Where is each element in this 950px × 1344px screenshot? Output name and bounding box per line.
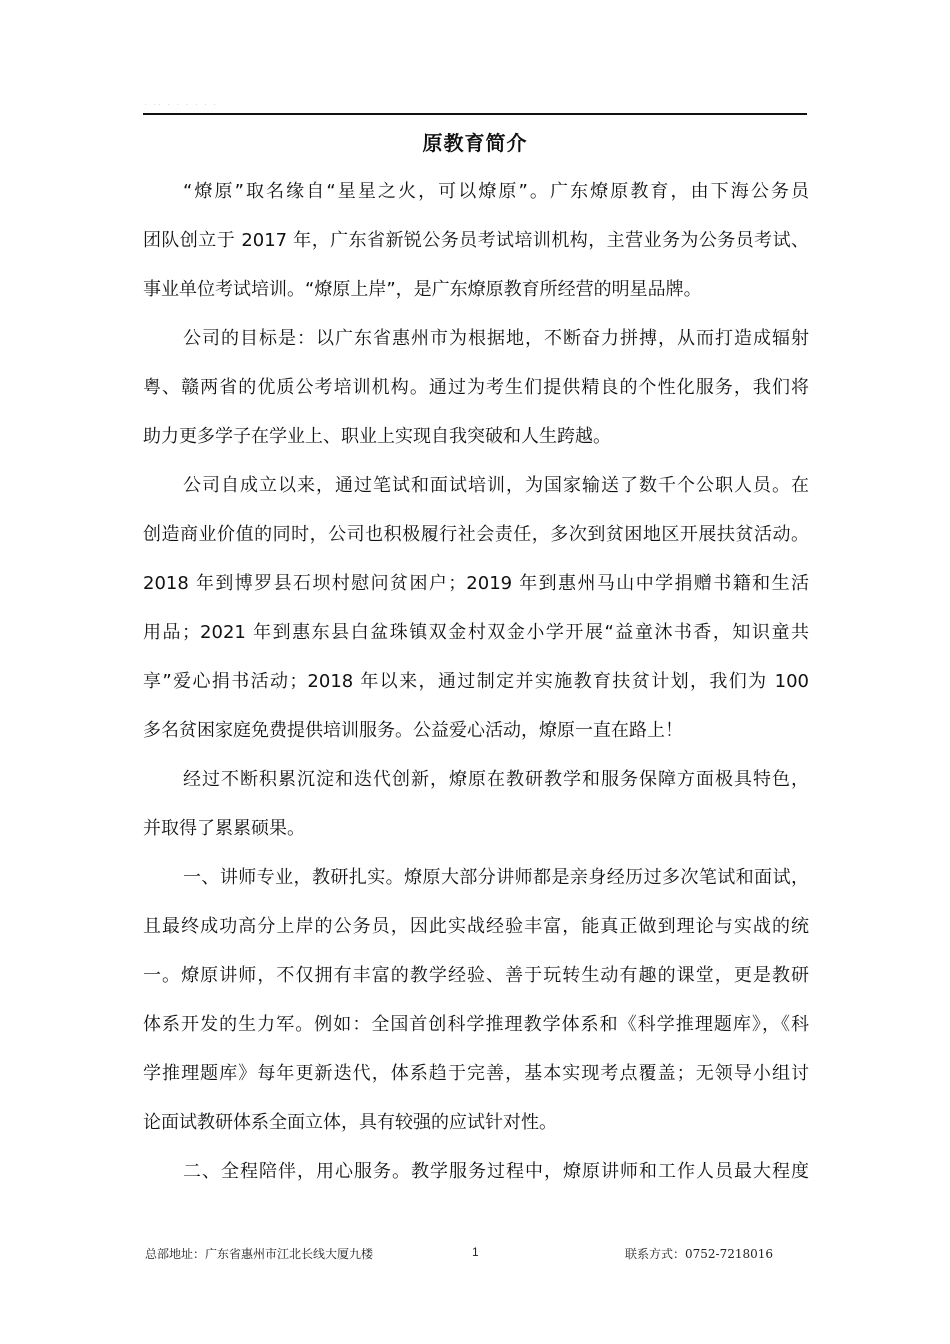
- paragraph-line: 助力更多学子在学业上、职业上实现自我突破和人生跨越。: [143, 426, 611, 447]
- paragraph-line: 2018 年到博罗县石坝村慰问贫困户；2019 年到惠州马山中学捐赠书籍和生活: [143, 573, 809, 594]
- paragraph-line: 团队创立于 2017 年，广东省新锐公务员考试培训机构，主营业务为公务员考试、: [143, 230, 809, 251]
- paragraph-line: 创造商业价值的同时，公司也积极履行社会责任，多次到贫困地区开展扶贫活动。: [143, 524, 809, 545]
- page-header: [143, 98, 807, 114]
- footer-contact: 联系方式：0752-7218016: [625, 1247, 774, 1261]
- page-number: 1: [472, 1245, 479, 1259]
- paragraph-line: 事业单位考试培训。“燎原上岸”，是广东燎原教育所经营的明星品牌。: [143, 279, 702, 300]
- document-body: [143, 178, 809, 1207]
- header-divider: [143, 113, 807, 115]
- paragraph-line: 并取得了累累硕果。: [143, 818, 305, 839]
- paragraph-line: 经过不断积累沉淀和迭代创新，燎原在教研教学和服务保障方面极具特色，: [183, 769, 809, 790]
- paragraph-line: 论面试教研体系全面立体，具有较强的应试针对性。: [143, 1112, 557, 1133]
- document-title: 原教育简介: [422, 131, 528, 155]
- footer-address: 总部地址：广东省惠州市江北长线大厦九楼: [145, 1247, 374, 1261]
- paragraph-line: 享”爱心捐书活动；2018 年以来，通过制定并实施教育扶贫计划，我们为 100: [143, 671, 809, 692]
- paragraph-line: 一、讲师专业，教研扎实。燎原大部分讲师都是亲身经历过多次笔试和面试，: [183, 867, 809, 888]
- page-footer: [143, 1245, 807, 1265]
- paragraph-line: 粤、赣两省的优质公考培训机构。通过为考生们提供精良的个性化服务，我们将: [143, 377, 809, 398]
- paragraph-line: 且最终成功高分上岸的公务员，因此实战经验丰富，能真正做到理论与实战的统: [143, 916, 809, 937]
- paragraph-line: 公司的目标是：以广东省惠州市为根据地，不断奋力拼搏，从而打造成辐射: [183, 328, 809, 349]
- paragraph-line: 学推理题库》每年更新迭代，体系趋于完善，基本实现考点覆盖；无领导小组讨: [143, 1063, 809, 1084]
- paragraph-line: 二、全程陪伴，用心服务。教学服务过程中，燎原讲师和工作人员最大程度: [183, 1161, 809, 1182]
- paragraph-line: “燎原”取名缘自“星星之火，可以燎原”。广东燎原教育，由下海公务员: [183, 181, 809, 202]
- paragraph-line: 公司自成立以来，通过笔试和面试培训，为国家输送了数千个公职人员。在: [183, 475, 809, 496]
- paragraph-line: 一。燎原讲师，不仅拥有丰富的教学经验、善于玩转生动有趣的课堂，更是教研: [143, 965, 809, 986]
- paragraph-line: 用品；2021 年到惠东县白盆珠镇双金村双金小学开展“益童沐书香，知识童共: [143, 622, 809, 643]
- header-text: · ·· · · · · · ·: [145, 102, 219, 108]
- paragraph-line: 体系开发的生力军。例如：全国首创科学推理教学体系和《科学推理题库》，《科: [143, 1014, 809, 1035]
- paragraph-line: 多名贫困家庭免费提供培训服务。公益爱心活动，燎原一直在路上！: [143, 720, 683, 741]
